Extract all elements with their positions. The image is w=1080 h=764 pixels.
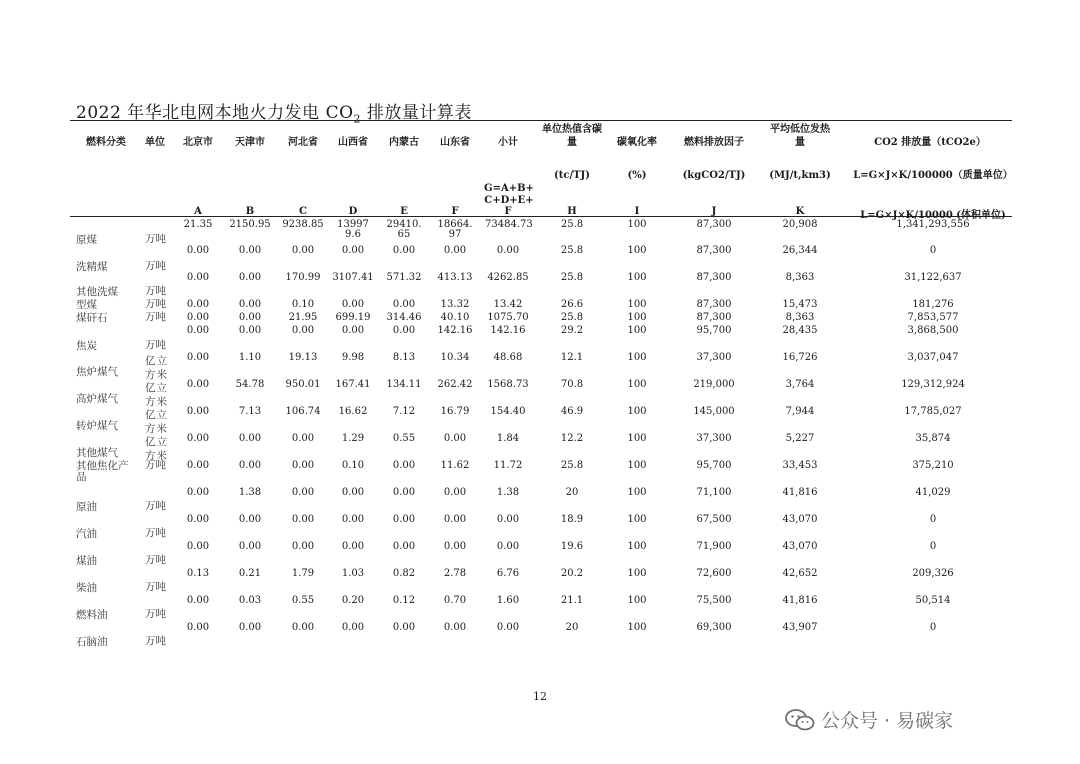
watermark: 公众号 · 易碳家 — [785, 706, 953, 733]
table-cell: 0.00 — [341, 325, 365, 336]
fuel-category-unit: 万吨 — [145, 298, 166, 310]
table-cell: 2.78 — [443, 568, 467, 579]
table-cell: 0.00 — [291, 487, 315, 498]
table-cell: 7,944 — [785, 406, 815, 417]
table-cell: 0.00 — [341, 299, 365, 310]
table-cell: 3107.41 — [332, 272, 374, 283]
table-cell: 8,363 — [785, 272, 815, 283]
table-cell: 70.8 — [560, 379, 584, 390]
table-cell: 71,900 — [696, 541, 732, 552]
header-g-formula-3: F — [504, 206, 512, 217]
table-cell: 0.00 — [291, 622, 315, 633]
header-beijing: 北京市 — [183, 137, 213, 148]
table-cell: 71,100 — [696, 487, 732, 498]
table-cell: 4262.85 — [487, 272, 529, 283]
fuel-category-unit: 亿立方米 — [145, 355, 168, 381]
table-cell: 0.21 — [238, 568, 262, 579]
table-cell: 0.00 — [341, 514, 365, 525]
table-cell: 48.68 — [493, 352, 523, 363]
table-cell: 1.38 — [496, 487, 520, 498]
table-cell: 29410.65 — [386, 219, 422, 240]
table-cell: 0.00 — [443, 433, 467, 444]
table-cell: 26,344 — [782, 245, 818, 256]
table-cell: 25.8 — [560, 272, 584, 283]
table-cell: 0.00 — [496, 245, 520, 256]
table-cell: 69,300 — [696, 622, 732, 633]
table-cell: 13.32 — [440, 299, 470, 310]
table-cell: 0.00 — [341, 245, 365, 256]
table-cell: 0.55 — [392, 433, 416, 444]
table-cell: 0.00 — [186, 245, 210, 256]
table-cell: 100 — [627, 433, 647, 444]
table-cell: 21.95 — [288, 312, 318, 323]
fuel-category-unit: 万吨 — [145, 527, 166, 539]
table-cell: 20 — [565, 487, 579, 498]
header-co2-formula-mass: L=G×J×K/100000（质量单位） — [853, 170, 1013, 181]
table-cell: 50,514 — [915, 595, 951, 606]
table-cell: 0.00 — [238, 622, 262, 633]
table-cell: 20,908 — [782, 219, 818, 230]
fuel-category-name: 原煤 — [76, 234, 97, 246]
table-cell: 0.00 — [186, 433, 210, 444]
fuel-category-unit: 万吨 — [145, 608, 166, 620]
table-cell: 0.00 — [392, 460, 416, 471]
fuel-category-unit: 万吨 — [145, 554, 166, 566]
table-cell: 0.00 — [291, 325, 315, 336]
table-cell: 0.00 — [238, 245, 262, 256]
table-cell: 100 — [627, 299, 647, 310]
header-tianjin: 天津市 — [235, 137, 265, 148]
table-cell: 0.00 — [341, 622, 365, 633]
header-unit: 单位 — [145, 137, 165, 148]
header-letter-e: E — [400, 206, 408, 217]
table-cell: 12.1 — [560, 352, 584, 363]
table-cell: 67,500 — [696, 514, 732, 525]
table-cell: 75,500 — [696, 595, 732, 606]
table-cell: 0.82 — [392, 568, 416, 579]
fuel-category-unit: 万吨 — [145, 339, 166, 351]
table-cell: 37,300 — [696, 433, 732, 444]
table-cell: 9.98 — [341, 352, 365, 363]
table-cell: 0.00 — [443, 487, 467, 498]
fuel-category-unit: 万吨 — [145, 311, 166, 323]
header-letter-c: C — [299, 206, 307, 217]
header-co2: CO2 排放量（tCO2e） — [874, 137, 986, 148]
table-cell: 2150.95 — [229, 219, 271, 230]
table-cell: 0.13 — [186, 568, 210, 579]
page-title: 2022 年华北电网本地火力发电 $CO_2$ 排放量计算表 — [76, 103, 472, 126]
table-cell: 21.35 — [183, 219, 213, 230]
table-cell: 100 — [627, 595, 647, 606]
table-cell: 11.62 — [440, 460, 470, 471]
table-cell: 0.00 — [291, 541, 315, 552]
table-cell: 0.00 — [238, 514, 262, 525]
table-cell: 0.00 — [291, 433, 315, 444]
table-cell: 413.13 — [437, 272, 473, 283]
table-cell: 0.00 — [496, 541, 520, 552]
table-cell: 100 — [627, 460, 647, 471]
table-cell: 0.00 — [341, 487, 365, 498]
table-cell: 100 — [627, 379, 647, 390]
table-cell: 0.10 — [341, 460, 365, 471]
table-cell: 0.00 — [291, 514, 315, 525]
table-cell: 170.99 — [285, 272, 321, 283]
table-cell: 25.8 — [560, 460, 584, 471]
table-cell: 0.00 — [496, 514, 520, 525]
table-cell: 0.00 — [341, 541, 365, 552]
fuel-category-name: 煤矸石 — [76, 312, 108, 324]
table-cell: 106.74 — [285, 406, 321, 417]
header-subtotal: 小计 — [498, 137, 518, 148]
table-cell: 18.9 — [560, 514, 584, 525]
table-cell: 1.84 — [496, 433, 520, 444]
table-cell: 7.12 — [392, 406, 416, 417]
table-cell: 43,070 — [782, 514, 818, 525]
table-cell: 54.78 — [235, 379, 265, 390]
table-cell: 0.00 — [392, 487, 416, 498]
table-cell: 100 — [627, 406, 647, 417]
table-cell: 145,000 — [693, 406, 735, 417]
table-cell: 142.16 — [490, 325, 526, 336]
header-heat-content-unit: (tc/TJ) — [554, 170, 590, 181]
table-cell: 73484.73 — [485, 219, 533, 230]
table-cell: 11.72 — [493, 460, 523, 471]
table-cell: 100 — [627, 514, 647, 525]
header-fuel: 燃料分类 — [86, 137, 126, 148]
fuel-category-name: 型煤 — [76, 299, 97, 311]
table-cell: 100 — [627, 272, 647, 283]
table-cell: 12.2 — [560, 433, 584, 444]
table-cell: 1.60 — [496, 595, 520, 606]
table-cell: 0.00 — [238, 460, 262, 471]
table-cell: 3,868,500 — [907, 325, 959, 336]
table-cell: 100 — [627, 622, 647, 633]
table-cell: 0 — [929, 541, 937, 552]
fuel-category-unit: 亿立方米 — [145, 436, 168, 462]
table-cell: 0.00 — [443, 541, 467, 552]
table-cell: 26.6 — [560, 299, 584, 310]
table-cell: 7,853,577 — [907, 312, 959, 323]
table-cell: 0 — [929, 514, 937, 525]
table-cell: 20 — [565, 622, 579, 633]
table-cell: 8.13 — [392, 352, 416, 363]
table-cell: 0.00 — [186, 460, 210, 471]
table-cell: 0.00 — [186, 406, 210, 417]
fuel-category-unit: 亿立方米 — [145, 409, 168, 435]
table-cell: 87,300 — [696, 299, 732, 310]
table-cell: 1.79 — [291, 568, 315, 579]
table-cell: 3,764 — [785, 379, 815, 390]
table-cell: 571.32 — [386, 272, 422, 283]
header-neimenggu: 内蒙古 — [389, 137, 419, 148]
table-cell: 43,907 — [782, 622, 818, 633]
fuel-category-name: 转炉煤气 — [76, 420, 118, 432]
table-cell: 17,785,027 — [904, 406, 962, 417]
table-cell: 10.34 — [440, 352, 470, 363]
table-cell: 314.46 — [386, 312, 422, 323]
table-cell: 42,652 — [782, 568, 818, 579]
table-cell: 167.41 — [335, 379, 371, 390]
table-cell: 100 — [627, 325, 647, 336]
table-cell: 25.8 — [560, 219, 584, 230]
table-cell: 0.00 — [392, 299, 416, 310]
table-cell: 41,029 — [915, 487, 951, 498]
table-cell: 0 — [929, 245, 937, 256]
table-cell: 41,816 — [782, 595, 818, 606]
table-cell: 0.00 — [238, 272, 262, 283]
table-cell: 0.03 — [238, 595, 262, 606]
table-cell: 3,037,047 — [907, 352, 959, 363]
table-cell: 21.1 — [560, 595, 584, 606]
table-cell: 100 — [627, 541, 647, 552]
table-cell: 142.16 — [437, 325, 473, 336]
header-hebei: 河北省 — [288, 137, 318, 148]
table-cell: 16.62 — [338, 406, 368, 417]
table-cell: 1.29 — [341, 433, 365, 444]
table-cell: 0.00 — [238, 299, 262, 310]
table-cell: 1,341,293,556 — [896, 219, 970, 230]
table-cell: 0.00 — [186, 541, 210, 552]
table-cell: 0.00 — [291, 460, 315, 471]
header-g-formula-2: C+D+E+ — [484, 195, 534, 206]
table-cell: 129,312,924 — [901, 379, 965, 390]
table-cell: 0.00 — [186, 379, 210, 390]
header-letter-d: D — [348, 206, 358, 217]
table-cell: 0.00 — [186, 272, 210, 283]
table-cell: 139979.6 — [337, 219, 369, 240]
table-cell: 87,300 — [696, 245, 732, 256]
table-cell: 0.00 — [392, 325, 416, 336]
table-cell: 15,473 — [782, 299, 818, 310]
header-letter-i: I — [634, 206, 640, 217]
table-cell: 0.00 — [186, 312, 210, 323]
table-cell: 16,726 — [782, 352, 818, 363]
header-g-formula-1: G=A+B+ — [484, 183, 534, 194]
header-heat-content: 单位热值含碳量 — [542, 124, 602, 148]
table-cell: 0.00 — [443, 514, 467, 525]
table-cell: 0.00 — [443, 622, 467, 633]
table-cell: 100 — [627, 352, 647, 363]
table-cell: 1.38 — [238, 487, 262, 498]
fuel-category-unit: 万吨 — [145, 285, 166, 297]
header-letter-k: K — [795, 206, 805, 217]
table-cell: 375,210 — [912, 460, 954, 471]
table-cell: 262.42 — [437, 379, 473, 390]
fuel-category-name: 石脑油 — [76, 636, 108, 648]
table-cell: 0.00 — [392, 622, 416, 633]
table-cell: 1075.70 — [487, 312, 529, 323]
table-cell: 154.40 — [490, 406, 526, 417]
table-cell: 0.00 — [186, 352, 210, 363]
table-cell: 0.00 — [186, 595, 210, 606]
fuel-category-unit: 万吨 — [145, 459, 166, 471]
table-cell: 5,227 — [785, 433, 815, 444]
fuel-category-name: 柴油 — [76, 582, 97, 594]
table-cell: 0.00 — [443, 245, 467, 256]
table-cell: 0.00 — [392, 541, 416, 552]
table-cell: 9238.85 — [282, 219, 324, 230]
fuel-category-name: 煤油 — [76, 555, 97, 567]
table-cell: 95,700 — [696, 460, 732, 471]
table-cell: 18664.97 — [437, 219, 473, 240]
table-cell: 0.00 — [186, 487, 210, 498]
table-cell: 1.10 — [238, 352, 262, 363]
fuel-category-name: 其他焦化产品 — [76, 460, 129, 483]
table-cell: 219,000 — [693, 379, 735, 390]
fuel-category-unit: 万吨 — [145, 233, 166, 245]
fuel-category-unit: 万吨 — [145, 581, 166, 593]
header-ncv: 平均低位发热量 — [770, 124, 830, 148]
table-cell: 0.00 — [238, 312, 262, 323]
table-cell: 33,453 — [782, 460, 818, 471]
table-cell: 0.12 — [392, 595, 416, 606]
table-cell: 0.00 — [186, 622, 210, 633]
table-cell: 28,435 — [782, 325, 818, 336]
table-cell: 0.00 — [238, 325, 262, 336]
page-number: 12 — [533, 690, 547, 703]
table-cell: 0.00 — [496, 622, 520, 633]
table-cell: 87,300 — [696, 272, 732, 283]
header-letter-h: H — [567, 206, 577, 217]
fuel-category-unit: 万吨 — [145, 260, 166, 272]
table-cell: 37,300 — [696, 352, 732, 363]
table-cell: 19.13 — [288, 352, 318, 363]
table-cell: 181,276 — [912, 299, 954, 310]
table-cell: 25.8 — [560, 245, 584, 256]
table-cell: 100 — [627, 487, 647, 498]
wechat-icon — [785, 708, 815, 732]
table-cell: 46.9 — [560, 406, 584, 417]
header-letter-j: J — [711, 206, 717, 217]
fuel-category-unit: 亿立方米 — [145, 382, 168, 408]
header-letter-a: A — [194, 206, 202, 217]
table-cell: 100 — [627, 245, 647, 256]
table-cell: 0.00 — [392, 245, 416, 256]
table-cell: 19.6 — [560, 541, 584, 552]
table-cell: 13.42 — [493, 299, 523, 310]
table-cell: 16.79 — [440, 406, 470, 417]
table-cell: 40.10 — [440, 312, 470, 323]
table-top-rule — [70, 120, 1012, 121]
table-cell: 87,300 — [696, 219, 732, 230]
fuel-category-name: 焦炭 — [76, 340, 97, 352]
table-cell: 25.8 — [560, 312, 584, 323]
fuel-category-unit: 万吨 — [145, 635, 166, 647]
header-oxidation: 碳氧化率 — [617, 137, 657, 148]
fuel-category-unit: 万吨 — [145, 500, 166, 512]
table-cell: 0.70 — [443, 595, 467, 606]
header-letter-b: B — [245, 206, 255, 217]
table-cell: 0.10 — [291, 299, 315, 310]
fuel-category-name: 焦炉煤气 — [76, 366, 118, 378]
table-cell: 43,070 — [782, 541, 818, 552]
fuel-category-name: 其他煤气 — [76, 447, 118, 459]
table-cell: 209,326 — [912, 568, 954, 579]
table-cell: 0.00 — [392, 514, 416, 525]
fuel-category-name: 燃料油 — [76, 609, 108, 621]
table-cell: 29.2 — [560, 325, 584, 336]
header-emission-factor-unit: (kgCO2/TJ) — [682, 170, 746, 181]
header-letter-f: F — [451, 206, 459, 217]
table-cell: 6.76 — [496, 568, 520, 579]
table-cell: 20.2 — [560, 568, 584, 579]
header-ncv-unit: (MJ/t,km3) — [769, 170, 831, 181]
table-cell: 0.00 — [186, 299, 210, 310]
table-cell: 0.00 — [186, 325, 210, 336]
table-cell: 950.01 — [285, 379, 321, 390]
table-cell: 134.11 — [386, 379, 422, 390]
table-cell: 0.20 — [341, 595, 365, 606]
table-cell: 31,122,637 — [904, 272, 962, 283]
table-cell: 0.55 — [291, 595, 315, 606]
fuel-category-name: 高炉煤气 — [76, 393, 118, 405]
table-cell: 0.00 — [291, 245, 315, 256]
table-cell: 1568.73 — [487, 379, 529, 390]
header-oxidation-unit: (%) — [627, 170, 647, 181]
table-cell: 41,816 — [782, 487, 818, 498]
table-cell: 87,300 — [696, 312, 732, 323]
header-shanxi: 山西省 — [338, 137, 368, 148]
table-cell: 100 — [627, 219, 647, 230]
table-cell: 35,874 — [915, 433, 951, 444]
table-cell: 7.13 — [238, 406, 262, 417]
table-cell: 0.00 — [238, 433, 262, 444]
table-cell: 0.00 — [238, 541, 262, 552]
header-emission-factor: 燃料排放因子 — [684, 137, 744, 148]
table-cell: 95,700 — [696, 325, 732, 336]
table-cell: 0.00 — [186, 514, 210, 525]
table-cell: 8,363 — [785, 312, 815, 323]
fuel-category-name: 其他洗煤 — [76, 286, 118, 298]
table-cell: 100 — [627, 568, 647, 579]
table-cell: 1.03 — [341, 568, 365, 579]
table-cell: 100 — [627, 312, 647, 323]
table-cell: 699.19 — [335, 312, 371, 323]
header-co2-formula-vol: L=G×J×K/10000 (体积单位) — [860, 210, 1006, 221]
fuel-category-name: 原油 — [76, 501, 97, 513]
table-cell: 72,600 — [696, 568, 732, 579]
fuel-category-name: 洗精煤 — [76, 261, 108, 273]
header-shandong: 山东省 — [440, 137, 470, 148]
fuel-category-name: 汽油 — [76, 528, 97, 540]
table-cell: 0 — [929, 622, 937, 633]
